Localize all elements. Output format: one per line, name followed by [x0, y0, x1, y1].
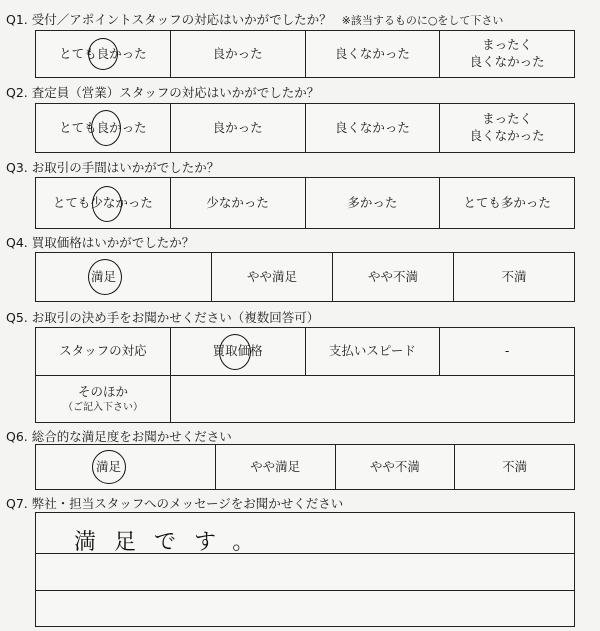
q1-option-2[interactable]: 良かった [170, 31, 305, 77]
q5-other-label: そのほか [77, 384, 128, 400]
divider [36, 553, 574, 554]
q3-option-4[interactable]: とても多かった [439, 178, 574, 228]
q5-title: Q5. お取引の決め手をお聞かせください（複数回答可） [6, 310, 320, 325]
q7-question [6, 494, 343, 512]
q2-option-1[interactable]: とても良かった [36, 104, 170, 152]
q5-option-2[interactable]: 買取価格 [170, 328, 305, 375]
instruction-note: ※該当するものに○をして下さい [341, 14, 504, 27]
q2-question [6, 83, 319, 101]
q4-question [6, 233, 194, 251]
handwritten-answer: 満足です。 [74, 530, 273, 555]
q5-other-option[interactable] [36, 376, 170, 423]
q4-option-2[interactable]: やや満足 [211, 253, 332, 301]
q5-other-sub: （ご記入下さい） [63, 402, 143, 414]
selection-circle [88, 259, 122, 295]
q4-option-1[interactable]: 満足 [36, 253, 211, 301]
q6-option-1[interactable]: 満足 [36, 445, 215, 489]
q3-option-3[interactable]: 多かった [305, 178, 440, 228]
q3-question [6, 158, 219, 176]
q1-option-3[interactable]: 良くなかった [305, 31, 440, 77]
q5-options [35, 327, 575, 423]
q2-title: Q2. 査定員（営業）スタッフの対応はいかがでしたか？ [6, 85, 320, 100]
q3-title: Q3. お取引の手間はいかがでしたか？ [6, 160, 220, 175]
q4-options [35, 252, 575, 302]
q6-options [35, 444, 575, 490]
q7-title: Q7. 弊社・担当スタッフへのメッセージをお聞かせください [6, 496, 344, 511]
q3-option-1[interactable]: とても少なかった [36, 178, 170, 228]
selection-circle [91, 110, 121, 146]
selection-circle [92, 450, 126, 484]
selection-circle [88, 38, 118, 70]
selection-circle [92, 186, 122, 222]
q2-option-4[interactable]: まったく 良くなかった [439, 104, 574, 152]
q5-question [6, 308, 319, 326]
q1-question [6, 10, 503, 28]
q3-options [35, 177, 575, 229]
selection-circle [219, 334, 251, 370]
q1-options [35, 30, 575, 78]
q6-option-2[interactable]: やや満足 [215, 445, 335, 489]
q1-option-1[interactable]: とても良かった [36, 31, 170, 77]
q4-option-4[interactable]: 不満 [453, 253, 574, 301]
q5-option-4[interactable]: - [439, 328, 574, 375]
q2-options [35, 103, 575, 153]
q1-title: Q1. 受付／アポイントスタッフの対応はいかがでしたか？ [6, 12, 332, 27]
q5-option-1[interactable]: スタッフの対応 [59, 343, 147, 359]
q4-option-3[interactable]: やや不満 [332, 253, 453, 301]
q5-option-3[interactable]: 支払いスピード [305, 328, 440, 375]
q1-option-4[interactable]: まったく 良くなかった [439, 31, 574, 77]
q4-title: Q4. 買取価格はいかがでしたか？ [6, 235, 195, 250]
q6-question [6, 427, 232, 445]
q2-option-3[interactable]: 良くなかった [305, 104, 440, 152]
q6-option-3[interactable]: やや不満 [335, 445, 455, 489]
q6-title: Q6. 総合的な満足度をお聞かせください [6, 429, 232, 444]
q7-message-box[interactable] [35, 512, 575, 627]
q2-option-2[interactable]: 良かった [170, 104, 305, 152]
q3-option-2[interactable]: 少なかった [170, 178, 305, 228]
q6-option-4[interactable]: 不満 [454, 445, 574, 489]
q5-other-input[interactable] [170, 376, 574, 423]
divider [36, 590, 574, 591]
